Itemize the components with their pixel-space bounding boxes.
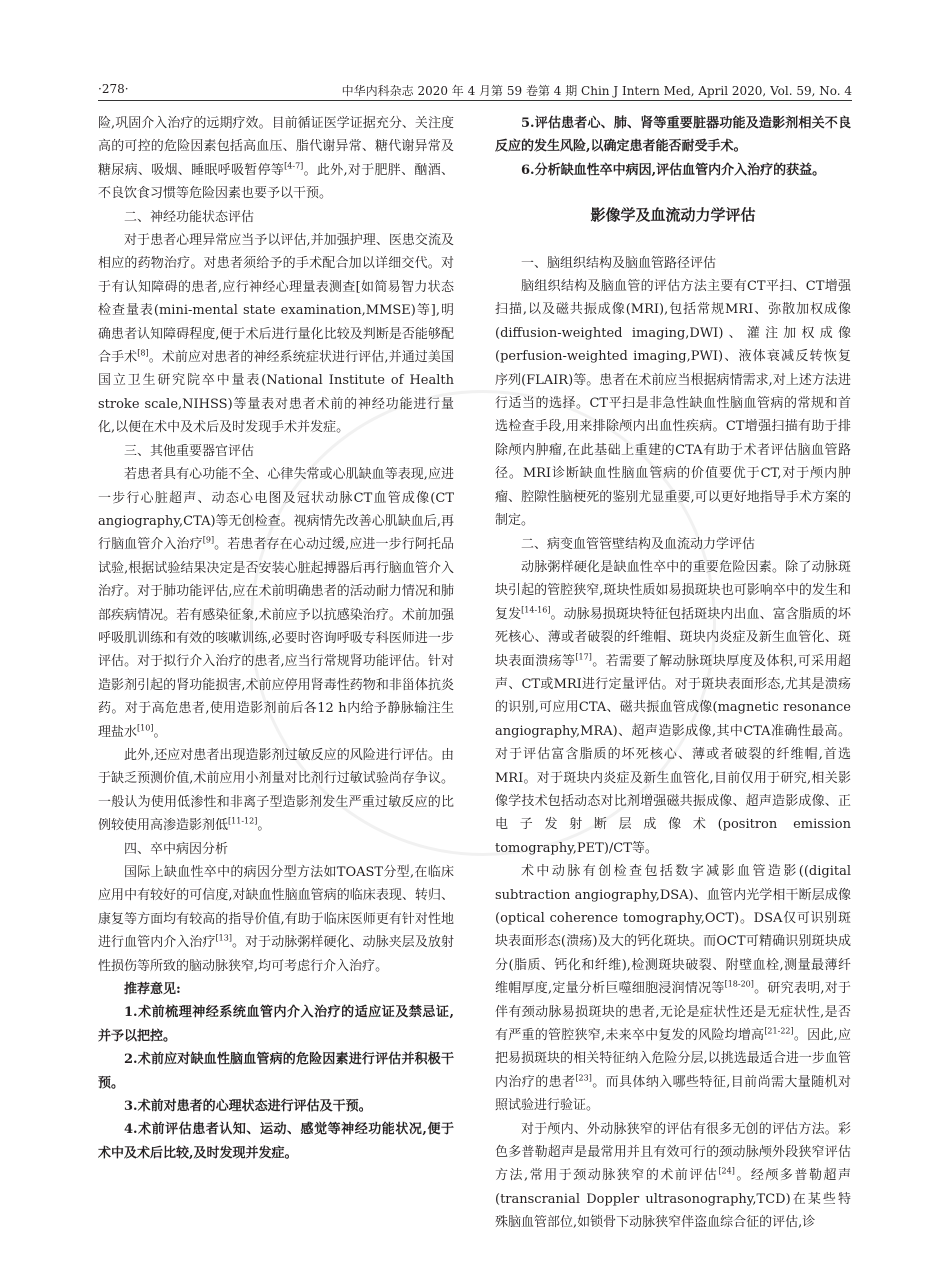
paragraph: 若患者具有心功能不全、心律失常或心肌缺血等表现,应进一步行心脏超声、动态心电图及冠状动脉CT血管成像(CT angiography,CTA)等无创检查。视病情先改善心肌缺血后,再行脑血管介入治疗[9]。若患者存在心动过缓,应进一步行阿托品试验,根据试验结果决定是否安装心脏起搏器后再行脑血管介入治疗。对于肺功能评估,应在术前明确患者的活动耐力情况和肺部疾病情况。若有感染征象,术前应予以抗感染治疗。术前加强呼吸肌训练和有效的咳嗽训练,必要时咨询呼吸专科医师进一步评估。对于拟行介入治疗的患者,应当行常规肾功能评估。针对造影剂引起的肾功能损害,术前应停用肾毒性药物和非甾体抗炎药。对于高危患者,使用造影剂前后各12 h内给予静脉输注生理盐水[10]。 (98, 467, 454, 740)
paragraph: 术中动脉有创检查包括数字减影血管造影((digital subtraction angiography,DSA)、血管内光学相干断层成像(optical coherence tomography,OCT)。DSA仅可识别斑块表面形态(溃疡)及大的钙化斑块。而OCT可精确识别斑块成分(脂质、钙化和纤维),检测斑块破裂、附壁血栓,测量最薄纤维帽厚度,定量分析巨噬细胞浸润情况等[18-20]。研究表明,对于伴有颈动脉易损斑块的患者,无论是症状性还是无症状性,是否有严重的管腔狭窄,未来卒中复发的风险均增高[21-22]。因此,应把易损斑块的相关特征纳入危险分层,以挑选最适合进一步血管内治疗的患者[23]。而具体纳入哪些特征,目前尚需大量随机对照试验进行验证。 (495, 864, 851, 1114)
recommendation-item: 5.评估患者心、肺、肾等重要脏器功能及造影剂相关不良反应的发生风险,以确定患者能否耐受手术。 (495, 116, 851, 155)
paragraph: 国际上缺血性卒中的病因分型方法如TOAST分型,在临床应用中有较好的可信度,对缺血性脑血管病的临床表现、转归、康复等方面均有较高的指导价值,有助于临床医师更有针对性地进行血管内介入治疗[13]。对于动脉粥样硬化、动脉夹层及放射性损伤等所致的脑动脉狭窄,均可考虑行介入治疗。 (98, 865, 454, 974)
paragraph: 对于患者心理异常应当予以评估,并加强护理、医患交流及相应的药物治疗。对患者须给予的手术配合加以详细交代。对于有认知障碍的患者,应行神经心理量表测查[如简易智力状态检查量表(mini-mental state examination,MMSE)等],明确患者认知障碍程度,便于术后进行量化比较及判断是否能够配合手术[8]。术前应对患者的神经系统症状进行评估,并通过美国国立卫生研究院卒中量表(National Institute of Health stroke scale,NIHSS)等量表对患者术前的神经功能进行量化,以便在术中及术后及时发现手术并发症。 (98, 233, 454, 436)
section-title: 影像学及血流动力学评估 (590, 206, 756, 225)
paragraph: 险,巩固介入治疗的远期疗效。目前循证医学证据充分、关注度高的可控的危险因素包括高血压、脂代谢异常、糖代谢异常及糖尿病、吸烟、睡眠呼吸暂停等[4-7]。此外,对于肥胖、酗酒、不良饮食习惯等危险因素也要予以干预。 (98, 116, 454, 202)
recommendation-item: 1.术前梳理神经系统血管内介入治疗的适应证及禁忌证,并予以把控。 (98, 1005, 454, 1044)
recommendation-item: 6.分析缺血性卒中病因,评估血管内介入治疗的获益。 (521, 162, 826, 178)
right-column (495, 112, 851, 1235)
subsection-heading: 二、神经功能状态评估 (124, 209, 255, 225)
paragraph: 脑组织结构及脑血管的评估方法主要有CT平扫、CT增强扫描,以及磁共振成像(MRI),包括常规MRI、弥散加权成像(diffusion-weighted imaging,DWI)、灌注加权成像(perfusion-weighted imaging,PWI)、液体衰减反转恢复序列(FLAIR)等。患者在术前应当根据病情需求,对上述方法进行适当的选择。CT平扫是非急性缺血性脑血管病的常规和首选检查手段,用来排除颅内出血性疾病。CT增强扫描有助于排除颅内肿瘤,在此基础上重建的CTA有助于术者评估脑血管路径。MRI诊断缺血性脑血管病的价值要优于CT,对于颅内肿瘤、腔隙性脑梗死的鉴别尤显重要,可以更好地指导手术方案的制定。 (495, 279, 851, 529)
recommendation-item: 4.术前评估患者认知、运动、感觉等神经功能状况,便于术中及术后比较,及时发现并发症。 (98, 1122, 454, 1161)
journal-citation: 中华内科杂志 2020 年 4 月第 59 卷第 4 期 Chin J Intern Med, April 2020, Vol. 59, No. 4 (341, 84, 852, 98)
subsection-heading: 二、病变血管管壁结构及血流动力学评估 (521, 536, 756, 552)
paragraph: 对于颅内、外动脉狭窄的评估有很多无创的评估方法。彩色多普勒超声是最常用并且有效可行的颈动脉颅外段狭窄评估方法,常用于颈动脉狭窄的术前评估[24]。经颅多普勒超声(transcranial Doppler ultrasonography,TCD)在某些特殊脑血管部位,如锁骨下动脉狭窄伴盗血综合征的评估,诊 (495, 1121, 851, 1231)
subsection-heading: 一、脑组织结构及脑血管路径评估 (521, 255, 717, 271)
left-column (98, 112, 454, 1165)
paragraph: 动脉粥样硬化是缺血性卒中的重要危险因素。除了动脉斑块引起的管腔狭窄,斑块性质如易损斑块也可影响卒中的发生和复发[14-16]。动脉易损斑块特征包括斑块内出血、富含脂质的坏死核心、薄或者破裂的纤维帽、斑块内炎症及新生血管化、斑块表面溃疡等[17]。若需要了解动脉斑块厚度及体积,可采用超声、CT或MRI进行定量评估。对于斑块表面形态,尤其是溃疡的识别,可应用CTA、磁共振血管成像(magnetic resonance angiography,MRA)、超声造影成像,其中CTA准确性最高。对于评估富含脂质的坏死核心、薄或者破裂的纤维帽,首选MRI。对于斑块内炎症及新生血管化,目前仅用于研究,相关影像学技术包括动态对比剂增强磁共振成像、超声造影成像、正电子发射断层成像术(positron emission tomography,PET)/CT等。 (495, 559, 851, 856)
recommendation-item: 3.术前对患者的心理状态进行评估及干预。 (124, 1099, 372, 1115)
page-number: ·278· (98, 82, 129, 96)
running-header (98, 80, 852, 101)
subsection-heading: 四、卒中病因分析 (124, 841, 229, 857)
paragraph: 此外,还应对患者出现造影剂过敏反应的风险进行评估。由于缺乏预测价值,术前应用小剂量对比剂行过敏试验尚存争议。一般认为使用低渗性和非离子型造影剂发生严重过敏反应的比例较使用高渗造影剂低[11-12]。 (98, 747, 454, 834)
recommendation-item: 2.术前应对缺血性脑血管病的危险因素进行评估并积极干预。 (98, 1052, 454, 1091)
recommendation-title: 推荐意见: (124, 982, 181, 998)
subsection-heading: 三、其他重要器官评估 (124, 443, 255, 459)
